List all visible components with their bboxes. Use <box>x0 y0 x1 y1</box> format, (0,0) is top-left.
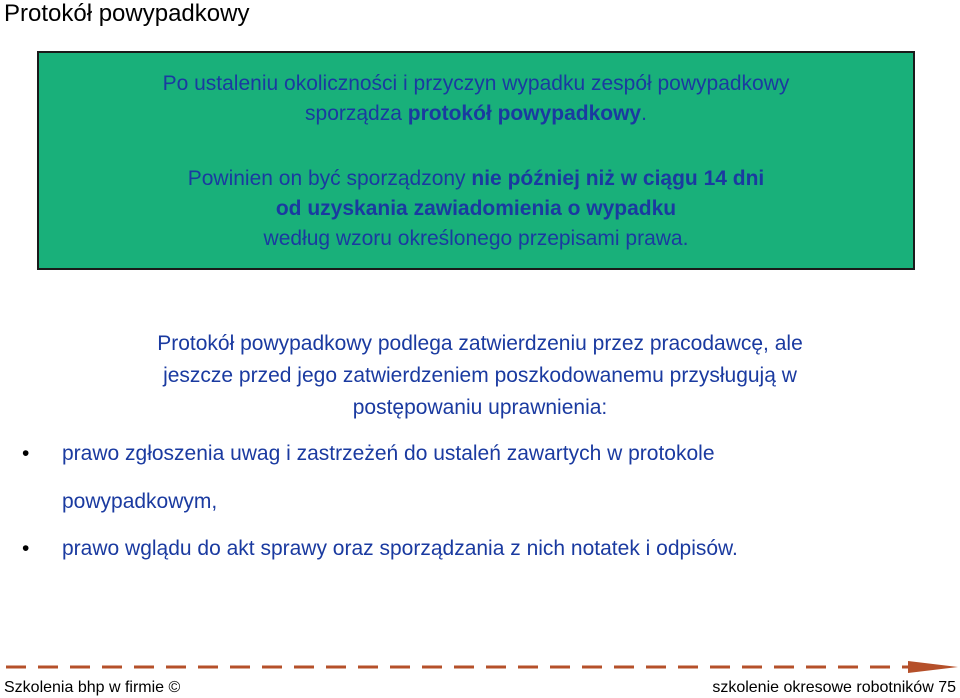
bullet-text <box>62 525 952 573</box>
body-para-line1: Protokół powypadkowy podlega zatwierdzeniu przez pracodawcę, ale <box>157 332 803 355</box>
slide-title: Protokół powypadkowy <box>4 0 250 27</box>
box-p1-line2 <box>39 99 913 129</box>
bullet-dot-icon: • <box>22 442 30 465</box>
box-p2-line3: według wzoru określonego przepisami prawa. <box>263 227 689 250</box>
box-p2-line2-bold: od uzyskania zawiadomienia o wypadku <box>275 197 677 220</box>
box-p1-line2-end: . <box>641 102 647 125</box>
body-paragraph <box>40 328 920 424</box>
footer-dashed-arrow <box>0 660 960 674</box>
body-para-line2: jeszcze przed jego zatwierdzeniem poszkodowanemu przysługują w <box>163 364 797 387</box>
box-p2-line2 <box>39 194 913 224</box>
bullet-1-line1: prawo zgłoszenia uwag i zastrzeżeń do ustaleń zawartych w protokole <box>62 442 715 465</box>
box-p1-line2-normal: sporządza <box>305 102 408 125</box>
bullet-1-line2: powypadkowym, <box>62 490 218 513</box>
body-para-line3: postępowaniu uprawnienia: <box>352 396 608 419</box>
box-p2-line1-normal: Powinien on być sporządzony <box>187 167 472 190</box>
box-paragraph-1 <box>39 69 913 129</box>
footer-right-text: szkolenie okresowe robotników 75 <box>712 679 956 696</box>
bullet-2-line1: prawo wglądu do akt sprawy oraz sporządzania z nich notatek i odpisów. <box>62 537 738 560</box>
bullet-dot-icon: • <box>22 537 30 560</box>
bullet-text <box>62 430 952 526</box>
box-p2-line1 <box>39 164 913 194</box>
footer-arrowhead-icon <box>908 661 958 673</box>
box-p1-line2-bold: protokół powypadkowy <box>407 102 642 125</box>
box-p1-line1: Po ustaleniu okoliczności i przyczyn wypadku zespół powypadkowy <box>162 72 790 95</box>
box-paragraph-2 <box>39 164 913 254</box>
highlight-box <box>37 51 915 270</box>
footer-left-text: Szkolenia bhp w firmie © <box>4 679 181 696</box>
box-p2-line1-bold: nie później niż w ciągu 14 dni <box>471 167 765 190</box>
